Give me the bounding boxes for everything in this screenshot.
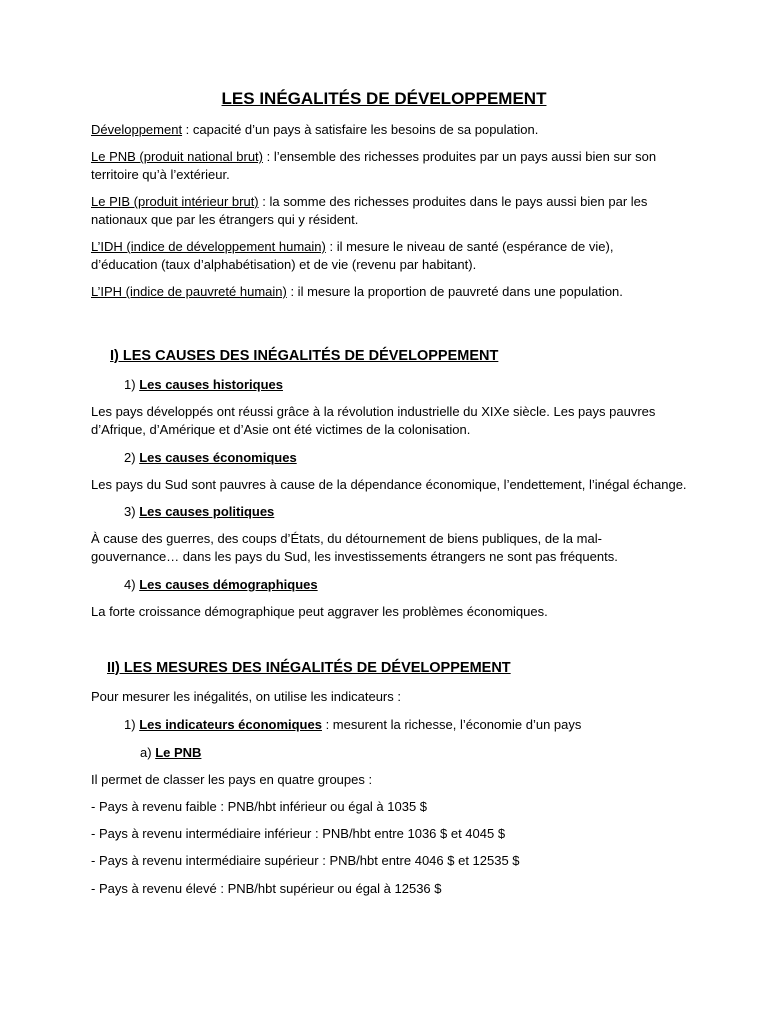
- definition-term: L’IDH (indice de développement humain): [91, 239, 326, 254]
- list-item: - Pays à revenu faible : PNB/hbt inférieur ou égal à 1035 $: [91, 799, 428, 814]
- cause-heading-historiques: [124, 376, 283, 394]
- mesures-intro: Pour mesurer les inégalités, on utilise les indicateurs :: [91, 689, 401, 704]
- definition-text: : l’ensemble des richesses produites par un pays aussi bien sur son: [262, 149, 657, 164]
- cause-label: Les causes politiques: [139, 504, 275, 519]
- cause-heading-demographiques: [124, 576, 318, 594]
- list-number: 3): [124, 504, 136, 519]
- definition-idh-continued: d’éducation (taux d’alphabétisation) et de vie (revenu par habitant).: [91, 257, 477, 272]
- definition-idh: [91, 238, 613, 256]
- cause-text: d’Afrique, d’Amérique et d’Asie ont été victimes de la colonisation.: [91, 422, 471, 437]
- cause-text: À cause des guerres, des coups d’États, du détournement de biens publiques, de la mal-: [91, 531, 602, 546]
- subindicator-label: Le PNB: [155, 745, 202, 760]
- cause-label: Les causes démographiques: [139, 577, 318, 592]
- subindicator-heading: [140, 744, 201, 762]
- page-title: LES INÉGALITÉS DE DÉVELOPPEMENT: [221, 89, 547, 108]
- cause-text: gouvernance… dans les pays du Sud, les investissements étrangers ne sont pas fréquents.: [91, 549, 618, 564]
- definition-term: Développement: [91, 122, 183, 137]
- definition-text: : il mesure le niveau de santé (espérance de vie),: [325, 239, 614, 254]
- definition-pnb-continued: territoire qu’à l’extérieur.: [91, 167, 230, 182]
- definition-text: : il mesure la proportion de pauvreté dans une population.: [286, 284, 623, 299]
- cause-label: Les causes économiques: [139, 450, 297, 465]
- list-item: - Pays à revenu élevé : PNB/hbt supérieur ou égal à 12536 $: [91, 881, 442, 896]
- list-item: - Pays à revenu intermédiaire supérieur : PNB/hbt entre 4046 $ et 12535 $: [91, 853, 520, 868]
- cause-label: Les causes historiques: [139, 377, 283, 392]
- list-number: 1): [124, 377, 136, 392]
- list-number: 4): [124, 577, 136, 592]
- definition-pib-continued: nationaux que par les étrangers qui y résident.: [91, 212, 359, 227]
- list-number: 2): [124, 450, 136, 465]
- list-item: - Pays à revenu intermédiaire inférieur : PNB/hbt entre 1036 $ et 4045 $: [91, 826, 506, 841]
- definition-term: Le PNB (produit national brut): [91, 149, 263, 164]
- definition-text: : la somme des richesses produites dans le pays aussi bien par les: [258, 194, 648, 209]
- definition-term: L’IPH (indice de pauvreté humain): [91, 284, 287, 299]
- cause-text: Les pays du Sud sont pauvres à cause de la dépendance économique, l’endettement, l’inégal échange.: [91, 477, 687, 492]
- indicator-text: : mesurent la richesse, l’économie d’un pays: [321, 717, 582, 732]
- list-number: 1): [124, 717, 136, 732]
- section-heading-mesures: II) LES MESURES DES INÉGALITÉS DE DÉVELOPPEMENT: [107, 660, 511, 676]
- list-letter: a): [140, 745, 152, 760]
- cause-heading-politiques: [124, 503, 274, 521]
- indicator-heading: [124, 716, 581, 734]
- groups-intro: Il permet de classer les pays en quatre groupes :: [91, 772, 373, 787]
- indicator-label: Les indicateurs économiques: [139, 717, 322, 732]
- definition-developpement: [91, 121, 538, 139]
- cause-heading-economiques: [124, 449, 297, 467]
- definition-iph: [91, 283, 623, 301]
- definition-term: Le PIB (produit intérieur brut): [91, 194, 259, 209]
- cause-text: La forte croissance démographique peut aggraver les problèmes économiques.: [91, 604, 548, 619]
- cause-text: Les pays développés ont réussi grâce à la révolution industrielle du XIXe siècle. Les pays pauvres: [91, 404, 656, 419]
- section-heading-causes: I) LES CAUSES DES INÉGALITÉS DE DÉVELOPPEMENT: [110, 348, 499, 364]
- definition-text: : capacité d’un pays à satisfaire les besoins de sa population.: [182, 122, 539, 137]
- definition-pib: [91, 193, 647, 211]
- definition-pnb: [91, 148, 656, 166]
